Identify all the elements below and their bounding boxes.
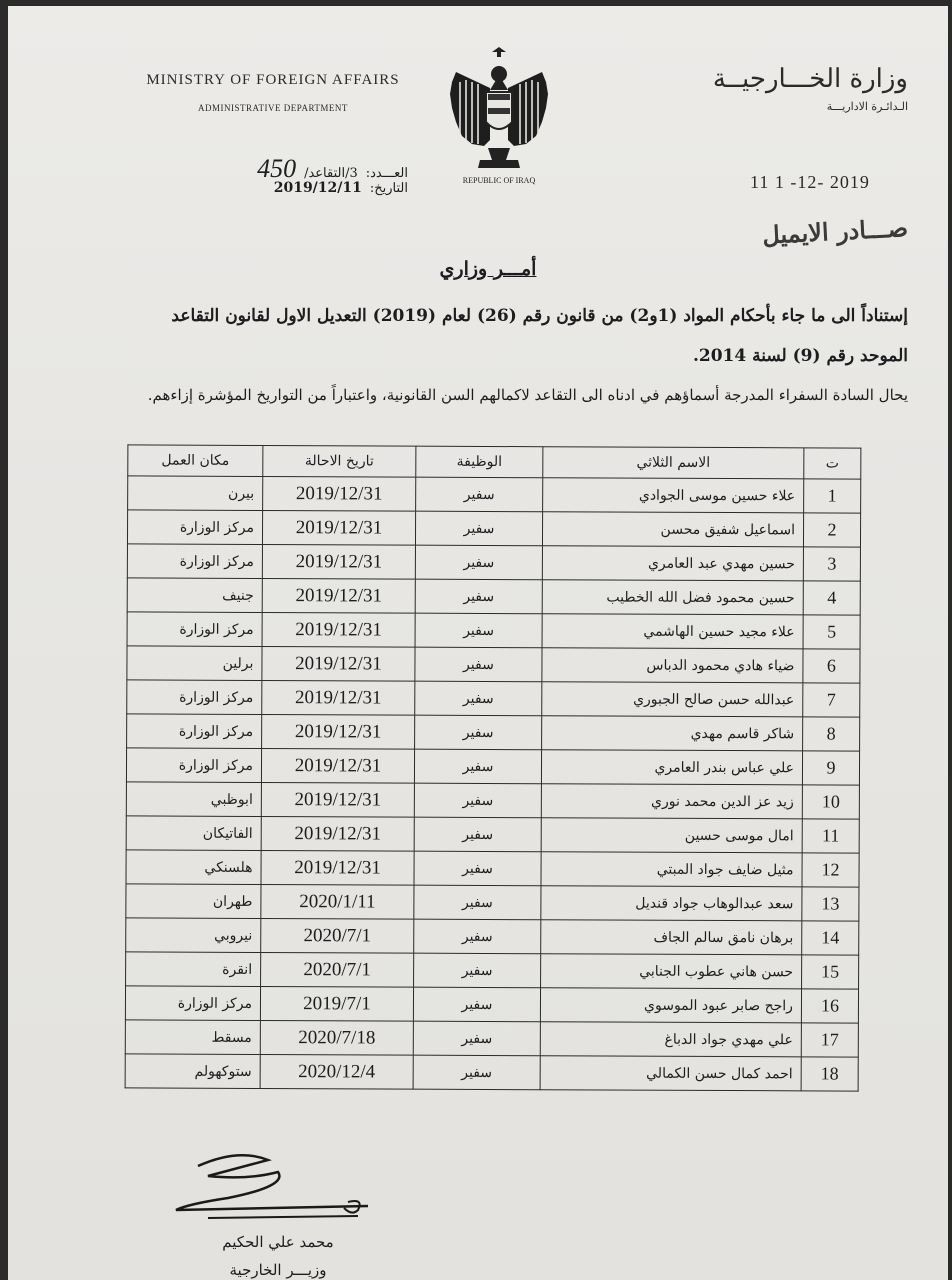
row-number: 4: [803, 581, 860, 615]
row-number: 2: [803, 513, 860, 547]
workplace: مركز الوزارة: [125, 986, 260, 1021]
row-number: 12: [802, 853, 859, 887]
row-number: 15: [802, 955, 859, 989]
retirement-date: 2020/7/1: [261, 918, 414, 953]
workplace: طهران: [126, 884, 261, 919]
job-title: سفير: [415, 511, 542, 546]
workplace: مركز الوزارة: [126, 748, 261, 783]
retirement-date: 2019/12/31: [262, 544, 415, 579]
row-number: 1: [804, 479, 861, 513]
table-header-row: [128, 445, 861, 479]
table-row: [126, 782, 859, 819]
employee-name: حسن هاني عطوب الجنابي: [541, 954, 802, 989]
employee-name: شاكر قاسم مهدي: [542, 716, 803, 751]
retirement-date: 2019/12/31: [262, 714, 415, 749]
row-number: 14: [802, 921, 859, 955]
workplace: انقرة: [126, 952, 261, 987]
workplace: مركز الوزارة: [127, 510, 262, 545]
job-title: سفير: [414, 953, 541, 988]
employee-name: اسماعيل شفيق محسن: [542, 512, 803, 547]
job-title: سفير: [415, 545, 542, 580]
row-number: 9: [802, 751, 859, 785]
table-row: [126, 850, 859, 887]
column-header-name: الاسم الثلاثي: [543, 447, 804, 479]
job-title: سفير: [415, 579, 542, 614]
emblem-caption: REPUBLIC OF IRAQ: [462, 176, 536, 185]
job-title: سفير: [414, 885, 541, 920]
reference-number-code: 3/التقاعد/: [304, 166, 358, 181]
table-row: [127, 680, 860, 717]
retirement-date: 2019/12/31: [262, 510, 415, 545]
job-title: سفير: [413, 1021, 540, 1056]
employee-name: حسين محمود فضل الله الخطيب: [542, 580, 803, 615]
header-english: [108, 72, 438, 113]
workplace: بيرن: [128, 476, 263, 511]
retirement-date: 2020/7/18: [260, 1020, 413, 1055]
workplace: مسقط: [125, 1020, 260, 1055]
workplace: هلسنكي: [126, 850, 261, 885]
header-arabic: [568, 64, 908, 113]
document-page: [8, 6, 948, 1280]
workplace: ستوكهولم: [125, 1054, 260, 1089]
employee-name: علاء حسين موسى الجوادي: [543, 478, 804, 513]
employee-name: علاء مجيد حسين الهاشمي: [542, 614, 803, 649]
row-number: 18: [801, 1057, 858, 1091]
job-title: سفير: [414, 919, 541, 954]
signatory-title: وزيـــر الخارجية: [229, 1261, 327, 1279]
table-row: [126, 884, 859, 921]
reference-block: [158, 154, 408, 206]
job-title: سفير: [414, 817, 541, 852]
employee-name: سعد عبدالوهاب جواد قنديل: [541, 886, 802, 921]
column-header-date: تاريخ الاحالة: [263, 445, 416, 477]
reference-date-value: 2019/12/11: [273, 180, 362, 196]
employee-name: راجح صابر عبود الموسوي: [540, 988, 801, 1023]
employee-name: عبدالله حسن صالح الجبوري: [542, 682, 803, 717]
job-title: سفير: [415, 647, 542, 682]
workplace: الفاتيكان: [126, 816, 261, 851]
workplace: برلين: [127, 646, 262, 681]
reference-number-value: 450: [257, 154, 297, 183]
table-row: [127, 510, 860, 547]
retirement-date: 2019/12/31: [262, 646, 415, 681]
reference-number-label: العـــدد:: [365, 166, 408, 181]
employee-name: مثيل ضايف جواد المبتي: [541, 852, 802, 887]
decree-preamble: إستناداً الى ما جاء بأحكام المواد (1و2) من قانون رقم (26) لعام (2019) التعديل الاول لقانون التقاعد الموحد رقم (9) لسنة 2014.: [171, 306, 908, 366]
retirement-date: 2019/12/31: [261, 850, 414, 885]
decree-body: يحال السادة السفراء المدرجة أسماؤهم في ادناه الى التقاعد لاكمالهم السن القانونية، واعتباراً من التواريخ المؤشرة إزاءهم.: [147, 386, 908, 404]
employee-name: احمد كمال حسن الكمالي: [540, 1056, 801, 1091]
column-header-no: ت: [804, 448, 861, 479]
row-number: 11: [802, 819, 859, 853]
employee-name: امال موسى حسين: [541, 818, 802, 853]
ministry-name-ar: وزارة الخـــارجيــة: [712, 64, 908, 94]
employee-name: حسين مهدي عبد العامري: [542, 546, 803, 581]
reference-date-label: التاريخ:: [369, 181, 408, 196]
retirement-date: 2019/12/31: [261, 748, 414, 783]
job-title: سفير: [415, 613, 542, 648]
table-row: [127, 714, 860, 751]
signatory-block: [188, 1228, 368, 1280]
job-title: سفير: [413, 1055, 540, 1090]
handwritten-signature: [168, 1146, 388, 1236]
retirement-date: 2019/12/31: [262, 680, 415, 715]
workplace: مركز الوزارة: [127, 714, 262, 749]
table-body: [125, 476, 861, 1091]
job-title: سفير: [416, 477, 543, 512]
table-row: [127, 578, 860, 615]
retirement-date: 2019/12/31: [263, 476, 416, 511]
iraq-emblem: [444, 44, 554, 194]
retirement-date: 2019/12/31: [262, 578, 415, 613]
employee-name: علي مهدي جواد الدباغ: [540, 1022, 801, 1057]
row-number: 10: [802, 785, 859, 819]
job-title: سفير: [414, 851, 541, 886]
workplace: ابوظبي: [126, 782, 261, 817]
document-title: أمـــر وزاري: [439, 258, 537, 280]
table-row: [127, 646, 860, 683]
workplace: مركز الوزارة: [127, 544, 262, 579]
department-name-ar: الـدائـرة الاداريـــة: [826, 100, 908, 113]
table-row: [127, 612, 860, 649]
retirement-date: 2019/12/31: [261, 782, 414, 817]
retirement-table: [125, 444, 862, 1091]
received-date-stamp: 11 1 -12- 2019: [750, 172, 870, 192]
table-row: [126, 816, 859, 853]
table-row: [126, 918, 859, 955]
job-title: سفير: [413, 987, 540, 1022]
column-header-place: مكان العمل: [128, 445, 263, 477]
job-title: سفير: [415, 681, 542, 716]
table-row: [126, 952, 859, 989]
column-header-job: الوظيفة: [416, 446, 543, 478]
job-title: سفير: [415, 715, 542, 750]
department-name-en: ADMINISTRATIVE DEPARTMENT: [198, 103, 348, 113]
table-row: [126, 748, 859, 785]
eagle-emblem-icon: [444, 44, 554, 176]
retirement-date: 2020/1/11: [261, 884, 414, 919]
employee-name: برهان نامق سالم الجاف: [541, 920, 802, 955]
row-number: 3: [803, 547, 860, 581]
job-title: سفير: [414, 783, 541, 818]
row-number: 8: [803, 717, 860, 751]
retirement-date: 2020/7/1: [261, 952, 414, 987]
row-number: 13: [802, 887, 859, 921]
row-number: 7: [803, 683, 860, 717]
retirement-date: 2019/12/31: [261, 816, 414, 851]
table-row: [125, 1054, 858, 1091]
retirement-date: 2019/12/31: [262, 612, 415, 647]
row-number: 6: [803, 649, 860, 683]
table-row: [125, 986, 858, 1023]
table-row: [125, 1020, 858, 1057]
employee-name: زيد عز الدين محمد نوري: [541, 784, 802, 819]
job-title: سفير: [414, 749, 541, 784]
email-outgoing-stamp: صـــادر الايميل: [761, 213, 909, 250]
row-number: 17: [801, 1023, 858, 1057]
ministry-name-en: MINISTRY OF FOREIGN AFFAIRS: [146, 72, 400, 88]
workplace: مركز الوزارة: [127, 612, 262, 647]
workplace: جنيف: [127, 578, 262, 613]
employee-name: ضياء هادي محمود الدباس: [542, 648, 803, 683]
table-row: [127, 544, 860, 581]
workplace: نيروبي: [126, 918, 261, 953]
row-number: 5: [803, 615, 860, 649]
retirement-date: 2020/12/4: [260, 1054, 413, 1089]
signatory-name: محمد علي الحكيم: [222, 1233, 334, 1251]
reference-number-row: [158, 154, 408, 183]
workplace: مركز الوزارة: [127, 680, 262, 715]
employee-name: علي عباس بندر العامري: [541, 750, 802, 785]
reference-date-row: [158, 180, 408, 206]
retirement-date: 2019/7/1: [260, 986, 413, 1021]
row-number: 16: [801, 989, 858, 1023]
table-row: [128, 476, 861, 513]
